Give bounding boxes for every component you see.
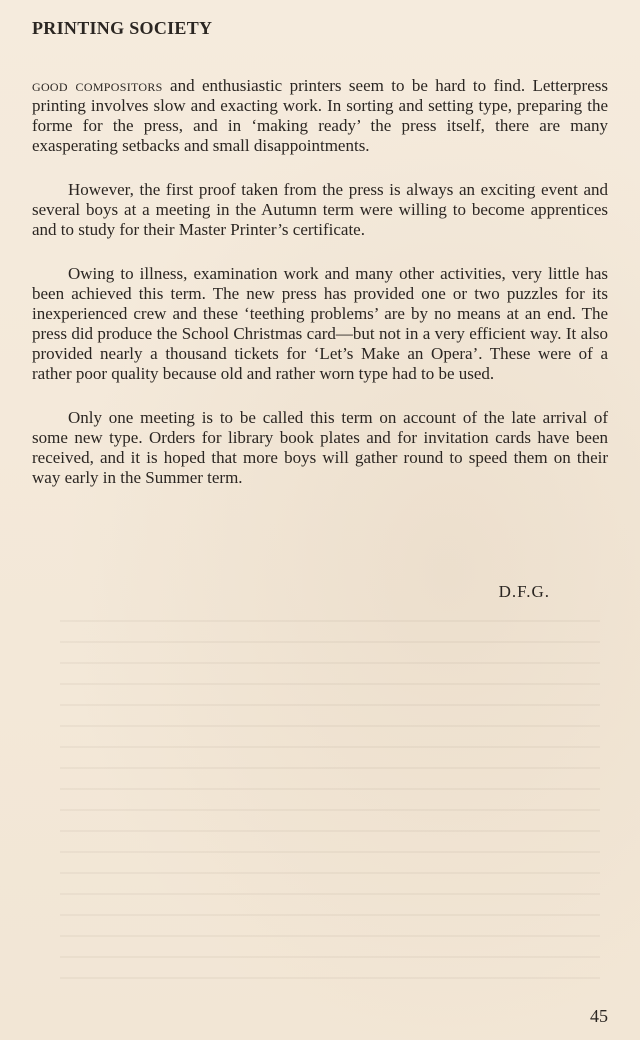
paragraph-4: Only one meeting is to be called this term on account of the late arrival of some new type. Orders for library book plates and for invitation cards have been received, and it is hoped that more boys will gather round to speed them on their way early in the Summer term. (32, 408, 608, 487)
paragraph-1 (32, 76, 608, 156)
author-initials: D.F.G. (498, 582, 550, 601)
lead-in-words: good compositors (32, 76, 163, 95)
paragraph-2: However, the first proof taken from the press is always an exciting event and several boys at a meeting in the Autumn term were willing to become apprentices and to study for their Master Printer’s certificate. (32, 180, 608, 239)
show-through-texture (60, 620, 600, 980)
page-number: 45 (590, 1006, 608, 1026)
paragraph-1-text: and enthusiastic printers seem to be hard to find. Letterpress printing involves slow and exacting work. In sorting and setting type, preparing the forme for the press, and in ‘making ready’ the press itself, there are many exasperating setbacks and small disappointments. (32, 76, 608, 155)
article-body (32, 76, 608, 512)
paragraph-3: Owing to illness, examination work and many other activities, very little has been achieved this term. The new press has provided one or two puzzles for its inexperienced crew and these ‘teething problems’ are by no means at an end. The press did produce the School Christmas card—but not in a very efficient way. It also provided nearly a thousand tickets for ‘Let’s Make an Opera’. These were of a rather poor quality because old and rather worn type had to be used. (32, 264, 608, 383)
section-title: PRINTING SOCIETY (32, 18, 213, 38)
